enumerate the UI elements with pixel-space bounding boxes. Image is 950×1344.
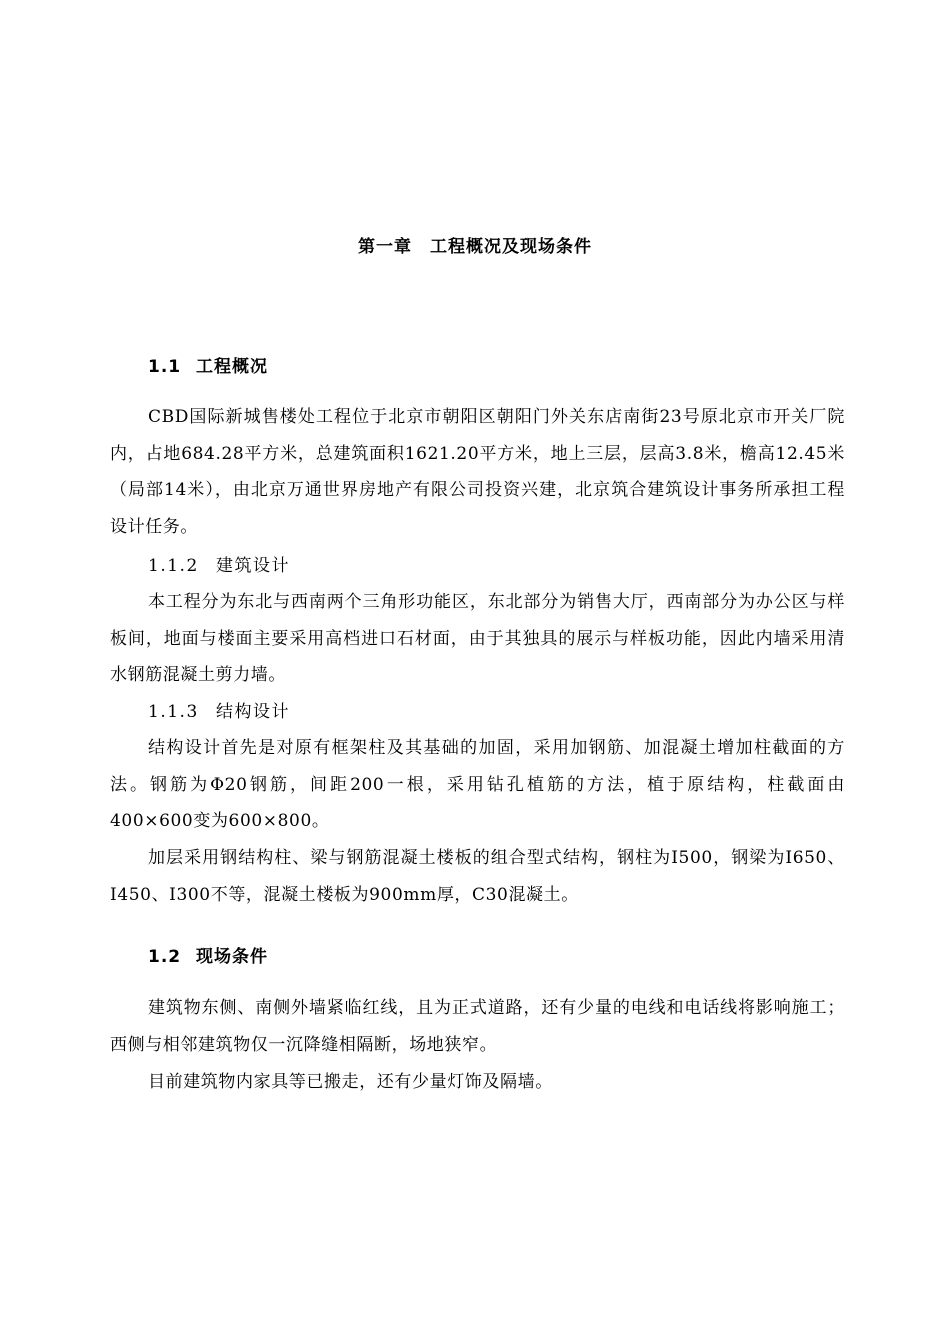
subsection-heading-1-1-2: [148, 548, 290, 584]
subsection-title-text: 结构设计: [216, 702, 290, 722]
paragraph-structural-design-2: 加层采用钢结构柱、梁与钢筋混凝土楼板的组合型式结构，钢柱为I500，钢梁为I650、I450、I300不等，混凝土楼板为900mm厚，C30混凝土。: [110, 848, 845, 905]
section-title-text: 现场条件: [196, 947, 268, 967]
subsection-number: 1.1.3: [148, 702, 199, 722]
subsection-number: 1.1.2: [148, 556, 199, 576]
paragraph-project-overview: CBD国际新城售楼处工程位于北京市朝阳区朝阳门外关东店南街23号原北京市开关厂院内，占地684.28平方米，总建筑面积1621.20平方米，地上三层，层高3.8米，檐高12.45米（局部14米），由北京万通世界房地产有限公司投资兴建，北京筑合建筑设计事务所承担工程设计任务。: [110, 407, 845, 537]
subsection-title-text: 建筑设计: [216, 556, 290, 576]
paragraph-structural-design-1: 结构设计首先是对原有框架柱及其基础的加固，采用加钢筋、加混凝土增加柱截面的方法。钢筋为Φ20钢筋，间距200一根，采用钻孔植筋的方法，植于原结构，柱截面由400×600变为600×800。: [110, 738, 845, 831]
paragraph-site-conditions-1: 建筑物东侧、南侧外墙紧临红线，且为正式道路，还有少量的电线和电话线将影响施工；西侧与相邻建筑物仅一沉降缝相隔断，场地狭窄。: [110, 998, 845, 1055]
subsection-heading-1-1-3: [148, 694, 290, 730]
paragraph-architectural-design: 本工程分为东北与西南两个三角形功能区，东北部分为销售大厅，西南部分为办公区与样板间，地面与楼面主要采用高档进口石材面，由于其独具的展示与样板功能，因此内墙采用清水钢筋混凝土剪力墙。: [110, 592, 845, 685]
section-heading-1-1: [148, 352, 268, 377]
section-number: 1.1: [148, 357, 182, 377]
paragraph-site-conditions-2: 目前建筑物内家具等已搬走，还有少量灯饰及隔墙。: [148, 1072, 553, 1092]
section-number: 1.2: [148, 947, 182, 967]
section-title-text: 工程概况: [196, 357, 268, 377]
section-heading-1-2: [148, 942, 268, 967]
chapter-title: 第一章 工程概况及现场条件: [358, 237, 592, 257]
